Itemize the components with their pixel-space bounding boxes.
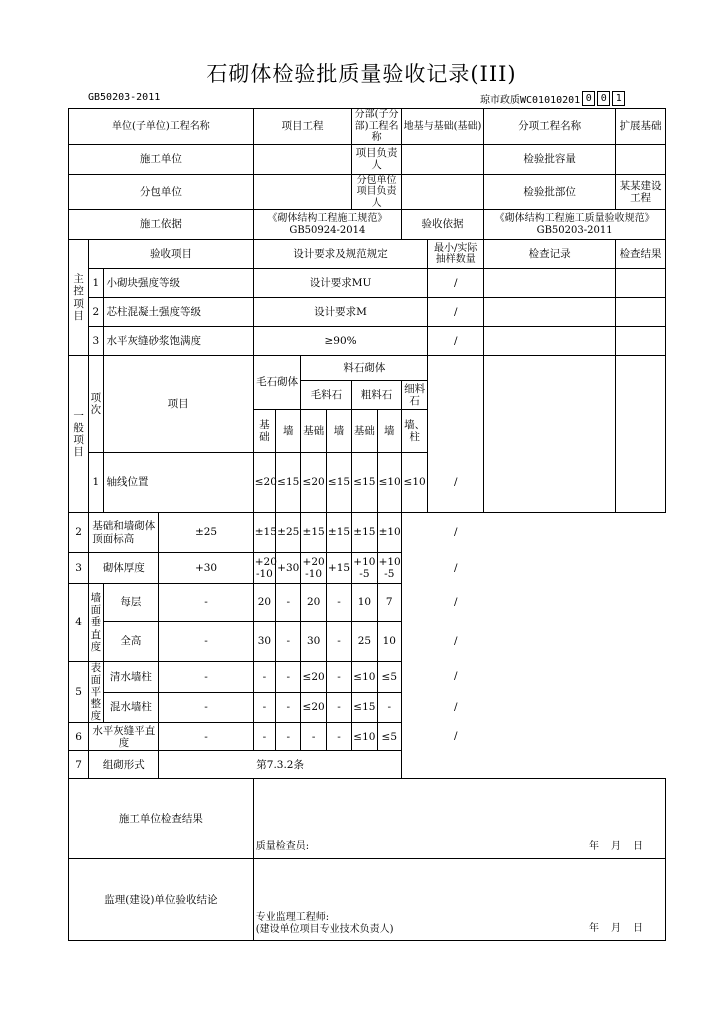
gen-row-sub: 清水墙柱 xyxy=(103,662,159,693)
engineer-sign xyxy=(256,912,394,936)
general-label: 一般项目 xyxy=(69,356,89,513)
standard-code: GB50203-2011 xyxy=(88,92,161,103)
gen-row-no: 4 xyxy=(69,584,89,662)
gen-row-sample: / xyxy=(453,635,458,647)
main-row-no: 3 xyxy=(89,327,103,356)
form-code-prefix: 琼市政质WC01010201 xyxy=(480,95,581,106)
gen-row-sample: / xyxy=(453,476,458,488)
gen-row-no: 3 xyxy=(69,553,89,584)
main-row-result xyxy=(616,327,666,356)
subcontract-manager-label: 分包单位项目负责人 xyxy=(352,174,402,210)
gen-row-sample: / xyxy=(453,700,458,713)
check-result-label-area xyxy=(253,779,665,859)
acceptance-value: 《砌体结构工程施工质量验收规范》GB50203-2011 xyxy=(484,210,666,240)
form-code xyxy=(480,91,625,106)
main-row-result xyxy=(616,269,666,298)
main-row-req: ≥90% xyxy=(253,327,428,356)
gen-val: - xyxy=(326,692,351,723)
gen-val: 10 xyxy=(377,622,401,662)
acceptance-label: 验收依据 xyxy=(401,210,483,240)
gen-val: ≤15 xyxy=(352,692,377,723)
gen-row-no: 2 xyxy=(69,513,89,553)
gen-row-no: 7 xyxy=(69,751,89,779)
ashlar-masonry: 料石砌体 xyxy=(301,356,428,381)
gen-row-group: 表面平整度 xyxy=(90,662,102,723)
date-label: 年月日 xyxy=(589,840,655,852)
gen-val: - xyxy=(253,662,275,693)
col-result: 检查结果 xyxy=(616,240,666,269)
gen-val: 20 xyxy=(301,584,326,622)
base-head: 基础 xyxy=(352,410,377,453)
gen-val: ≤20 xyxy=(301,453,326,513)
gen-val: - xyxy=(159,584,253,622)
gen-val: +10 -5 xyxy=(352,553,377,584)
construction-unit-value xyxy=(253,144,351,174)
main-row-record xyxy=(484,269,616,298)
gen-val: - xyxy=(159,692,253,723)
gen-row-name: 轴线位置 xyxy=(103,453,253,513)
subcontract-unit-label: 分包单位 xyxy=(69,174,254,210)
gen-val: +20 -10 xyxy=(301,553,326,584)
gen-row-name: 基础和墙砌体顶面标高 xyxy=(89,513,159,553)
gen-val: ≤15 xyxy=(276,453,301,513)
gen-val: - xyxy=(159,723,253,751)
part-label: 分部(子分部)工程名称 xyxy=(352,109,402,145)
col-requirement: 设计要求及规范规定 xyxy=(253,240,428,269)
engineer-label: 专业监理工程师: xyxy=(255,912,330,924)
main-control-label: 主控项目 xyxy=(69,240,89,356)
gen-val: ≤10 xyxy=(352,723,377,751)
main-row-result xyxy=(616,298,666,327)
gen-row-sample: / xyxy=(453,730,458,743)
gen-val: +20 -10 xyxy=(253,553,275,584)
gen-val: ±15 xyxy=(326,513,351,553)
gen-val: - xyxy=(276,622,301,662)
supervise-label: 监理(建设)单位验收结论 xyxy=(69,859,254,941)
gen-val: ±15 xyxy=(253,513,275,553)
gen-val: - xyxy=(326,662,351,693)
gen-val: - xyxy=(276,662,301,693)
general-result-col xyxy=(616,356,666,513)
gen-val: - xyxy=(326,622,351,662)
gen-val: ≤15 xyxy=(352,453,377,513)
gen-row-sample: / xyxy=(453,526,458,538)
gen-val: - xyxy=(159,662,253,693)
basis-value: 《砌体结构工程施工规范》GB50924-2014 xyxy=(253,210,401,240)
item-value: 扩展基础 xyxy=(616,109,666,145)
rubble-masonry: 毛石砌体 xyxy=(253,356,301,410)
gen-val: - xyxy=(276,584,301,622)
wall-head: 墙 xyxy=(377,410,401,453)
main-row-sample: / xyxy=(428,269,484,298)
batch-capacity-value xyxy=(616,144,666,174)
gen-val: ≤5 xyxy=(377,723,401,751)
gen-val: +10 -5 xyxy=(377,553,401,584)
gen-val: - xyxy=(301,723,326,751)
gen-row-sample: / xyxy=(453,670,458,683)
gen-val: +15 xyxy=(326,553,351,584)
gen-val: - xyxy=(326,584,351,622)
gen-val: ≤10 xyxy=(352,662,377,693)
col-item: 验收项目 xyxy=(89,240,253,269)
subcontract-manager-value xyxy=(401,174,483,210)
gen-val: 25 xyxy=(352,622,377,662)
main-row-req: 设计要求M xyxy=(253,298,428,327)
basis-label: 施工依据 xyxy=(69,210,254,240)
general-sample-col xyxy=(428,356,484,743)
subcontract-unit-value xyxy=(253,174,351,210)
gen-val: - xyxy=(159,622,253,662)
gen-val: - xyxy=(276,723,301,751)
gen-val: ±25 xyxy=(159,513,253,553)
gen-val: 7 xyxy=(377,584,401,622)
gen-val: 30 xyxy=(301,622,326,662)
gen-val: ≤15 xyxy=(326,453,351,513)
main-row-name: 小砌块强度等级 xyxy=(103,269,253,298)
batch-part-value: 某某建设工程 xyxy=(616,174,666,210)
main-row-record xyxy=(484,298,616,327)
gen-row-no: 5 xyxy=(69,662,89,723)
seq-label: 项次 xyxy=(89,356,103,453)
main-row-sample: / xyxy=(428,298,484,327)
gen-row-name: 砌体厚度 xyxy=(89,553,159,584)
main-row-no: 2 xyxy=(89,298,103,327)
gen-val: - xyxy=(276,692,301,723)
gen-val: ±15 xyxy=(352,513,377,553)
gen-val: ≤5 xyxy=(377,662,401,693)
project-manager-value xyxy=(401,144,483,174)
gen-row-span: 第7.3.2条 xyxy=(159,751,402,779)
gen-val: - xyxy=(377,692,401,723)
gen-row-no: 1 xyxy=(89,453,103,513)
unit-label: 单位(子单位)工程名称 xyxy=(69,109,254,145)
gen-row-sub: 每层 xyxy=(103,584,159,622)
wall-head: 墙 xyxy=(326,410,351,453)
main-row-name: 芯柱混凝土强度等级 xyxy=(103,298,253,327)
gen-val: - xyxy=(253,723,275,751)
gen-row-group: 墙面垂直度 xyxy=(89,584,103,662)
col-sample: 最小/实际抽样数量 xyxy=(428,240,484,269)
inspector-label: 质量检查员: xyxy=(255,840,310,852)
gen-val: 10 xyxy=(352,584,377,622)
base-head: 基础 xyxy=(253,410,275,453)
date-label: 年月日 xyxy=(589,922,655,934)
engineer-note: (建设单位项目专业技术负责人) xyxy=(255,924,394,936)
gen-val: 30 xyxy=(253,622,275,662)
fine-stone: 细料石 xyxy=(401,381,427,410)
gen-val: ≤20 xyxy=(301,662,326,693)
supervise-label-area xyxy=(253,859,665,941)
project-manager-label: 项目负责人 xyxy=(352,144,402,174)
gen-row-name: 组砌形式 xyxy=(89,751,159,779)
gen-val: ±15 xyxy=(301,513,326,553)
check-result-label: 施工单位检查结果 xyxy=(69,779,254,859)
gen-row-no: 6 xyxy=(69,723,89,751)
base-head: 基础 xyxy=(301,410,326,453)
form-code-box: 0 xyxy=(582,91,595,106)
unit-value: 项目工程 xyxy=(253,109,351,145)
part-value: 地基与基础(基础) xyxy=(401,109,483,145)
gen-row-sub: 全高 xyxy=(103,622,159,662)
main-row-sample: / xyxy=(428,327,484,356)
gen-val: ≤10 xyxy=(401,453,427,513)
construction-unit-label: 施工单位 xyxy=(69,144,254,174)
batch-part-label: 检验批部位 xyxy=(484,174,616,210)
gen-val: ≤20 xyxy=(253,453,275,513)
general-item-label: 项目 xyxy=(103,356,253,453)
gen-val: ±25 xyxy=(276,513,301,553)
main-row-name: 水平灰缝砂浆饱满度 xyxy=(103,327,253,356)
gen-val: 20 xyxy=(253,584,275,622)
main-row-req: 设计要求MU xyxy=(253,269,428,298)
wallcol-head: 墙、柱 xyxy=(401,410,427,453)
batch-capacity-label: 检验批容量 xyxy=(484,144,616,174)
general-record-col xyxy=(484,356,616,513)
form-title: 石砌体检验批质量验收记录(III) xyxy=(206,62,517,86)
gen-val: +30 xyxy=(276,553,301,584)
form-code-box: 0 xyxy=(597,91,610,106)
item-label: 分项工程名称 xyxy=(484,109,616,145)
gen-val: ≤10 xyxy=(377,453,401,513)
coarse-stone: 毛料石 xyxy=(301,381,352,410)
rough-stone: 粗料石 xyxy=(352,381,402,410)
main-row-record xyxy=(484,327,616,356)
gen-row-sample: / xyxy=(453,596,458,608)
gen-val: ≤20 xyxy=(301,692,326,723)
main-row-no: 1 xyxy=(89,269,103,298)
gen-row-sample: / xyxy=(453,561,458,574)
gen-row-name: 水平灰缝平直度 xyxy=(89,723,159,751)
gen-val: +30 xyxy=(159,553,253,584)
col-record: 检查记录 xyxy=(484,240,616,269)
gen-row-sub: 混水墙柱 xyxy=(103,692,159,723)
form-code-box: 1 xyxy=(612,91,625,106)
gen-val: - xyxy=(253,692,275,723)
gen-val: - xyxy=(326,723,351,751)
gen-val: ±10 xyxy=(377,513,401,553)
wall-head: 墙 xyxy=(276,410,301,453)
inspection-table xyxy=(68,108,666,941)
